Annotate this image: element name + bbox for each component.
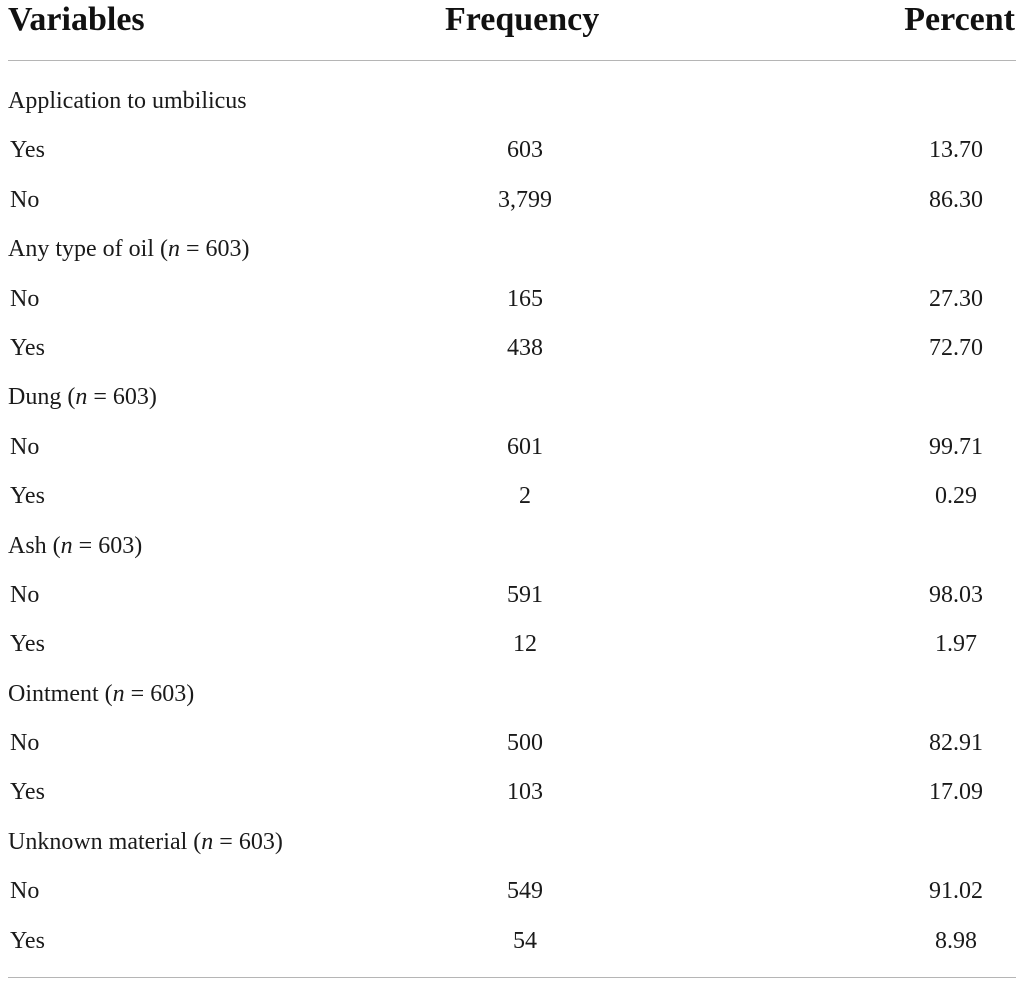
row-label-text: Dung (8, 384, 62, 411)
row-label: Ointment (n = 603) (8, 680, 195, 707)
table-row (0, 768, 1021, 817)
percent-cell: 72.70 (929, 334, 983, 361)
table-group-row (0, 522, 1021, 571)
percent-cell: 1.97 (935, 631, 977, 658)
row-label-text: No (10, 581, 40, 608)
n-symbol: n (167, 236, 180, 263)
row-label (8, 87, 247, 115)
frequency-cell: 591 (507, 581, 543, 608)
row-label-text: No (10, 730, 40, 757)
table-group-row (0, 670, 1021, 719)
frequency-cell: 165 (507, 285, 543, 312)
row-label-text: No (10, 186, 40, 213)
row-label-text: Ash (8, 532, 47, 559)
percent-cell: 27.30 (929, 285, 983, 312)
row-label (10, 630, 45, 658)
header-frequency: Frequency (445, 1, 600, 38)
frequency-cell: 3,799 (498, 186, 552, 213)
row-label-text: Application to umbilicus (8, 88, 247, 114)
row-label-text: Yes (10, 334, 45, 361)
row-label (10, 778, 45, 806)
table-row (0, 571, 1021, 620)
row-label-text: No (10, 878, 40, 905)
n-note: = 603) (219, 828, 283, 855)
row-label (10, 927, 45, 955)
percent-cell: 0.29 (935, 483, 977, 510)
row-label: Dung (n = 603) (8, 384, 157, 411)
frequency-cell: 549 (507, 878, 543, 905)
row-label-text: Yes (10, 137, 45, 164)
percent-cell: 17.09 (929, 779, 983, 806)
row-label: Unknown material (n = 603) (8, 828, 283, 855)
row-label (10, 136, 45, 164)
row-label-text: Ointment (8, 680, 99, 707)
n-symbol: n (60, 532, 73, 559)
row-label-text: Yes (10, 631, 45, 658)
frequency-cell: 438 (507, 334, 543, 361)
row-label-text: Yes (10, 483, 45, 510)
row-label: Ash (n = 603) (8, 532, 143, 559)
percent-cell: 8.98 (935, 927, 977, 954)
row-label-text: No (10, 433, 40, 460)
bottom-rule (8, 977, 1016, 978)
n-note: = 603) (185, 236, 250, 263)
n-symbol: n (75, 384, 88, 411)
percent-cell: 98.03 (929, 581, 983, 608)
row-label-text: Unknown material (8, 828, 188, 855)
table-group-row (0, 818, 1021, 867)
row-label (10, 581, 39, 609)
n-note: = 603) (78, 532, 143, 559)
frequency-cell: 500 (507, 730, 543, 757)
row-label (10, 877, 39, 905)
header-percent: Percent (904, 1, 1015, 38)
percent-cell: 91.02 (929, 878, 983, 905)
row-label (10, 729, 39, 757)
table-row (0, 423, 1021, 472)
row-label-text: Yes (10, 779, 45, 806)
percent-cell: 99.71 (929, 433, 983, 460)
table-row (0, 867, 1021, 916)
row-label (10, 433, 39, 461)
frequency-cell: 12 (513, 631, 537, 658)
table-row (0, 275, 1021, 324)
n-note: = 603) (130, 680, 195, 707)
frequency-cell: 603 (507, 137, 543, 164)
row-label (10, 334, 45, 362)
percent-cell: 82.91 (929, 730, 983, 757)
row-label-text: Any type of oil (8, 236, 154, 263)
table-row (0, 126, 1021, 175)
table-group-row (0, 225, 1021, 274)
row-label (10, 482, 45, 510)
table-body (0, 77, 1021, 966)
table-group-row (0, 77, 1021, 126)
top-rule (8, 60, 1016, 61)
table-row (0, 917, 1021, 966)
table-row (0, 324, 1021, 373)
percent-cell: 13.70 (929, 137, 983, 164)
n-note: = 603) (93, 384, 157, 411)
frequency-cell: 2 (519, 483, 531, 510)
row-label (10, 285, 39, 313)
frequency-cell: 54 (513, 927, 537, 954)
row-label: Any type of oil (n = 603) (8, 236, 250, 263)
row-label-text: No (10, 285, 40, 312)
n-symbol: n (112, 680, 125, 707)
percent-cell: 86.30 (929, 186, 983, 213)
table-row (0, 472, 1021, 521)
frequency-cell: 601 (507, 433, 543, 460)
table-row (0, 719, 1021, 768)
n-symbol: n (201, 828, 214, 855)
frequency-cell: 103 (507, 779, 543, 806)
header-variables: Variables (8, 1, 145, 38)
row-label (10, 186, 39, 214)
table-group-row (0, 373, 1021, 422)
table-row (0, 176, 1021, 225)
row-label-text: Yes (10, 927, 45, 954)
table-row (0, 620, 1021, 669)
